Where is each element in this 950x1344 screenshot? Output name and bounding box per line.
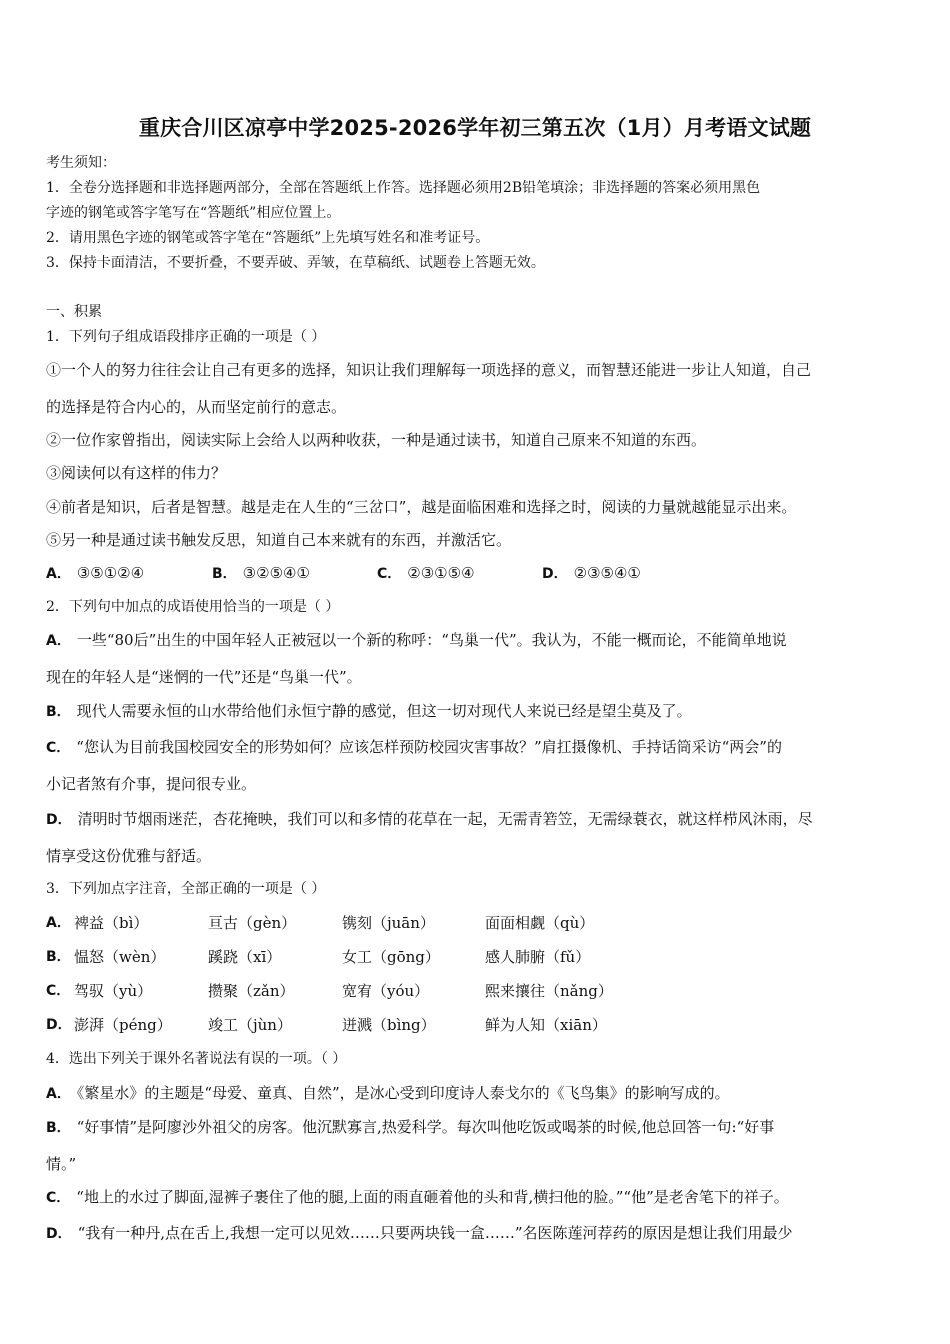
- q4-option-c[interactable]: C． “地上的水过了脚面,湿裤子裹住了他的腿,上面的雨直砸着他的头和背,横扫他的脸。”“他”是老舍笔下的祥子。: [46, 1188, 789, 1206]
- q1-option-a[interactable]: A． ③⑤①②④: [46, 564, 145, 582]
- q2-option-c[interactable]: C． “您认为目前我国校园安全的形势如何？应该怎样预防校园灾害事故？”肩扛摄像机、手持话筒采访“两会”的: [46, 738, 782, 756]
- q1-sentence-5: ⑤另一种是通过读书触发反思，知道自己本来就有的东西，并激活它。: [46, 531, 512, 549]
- question-2-stem: 2．下列句中加点的成语使用恰当的一项是（ ）: [46, 599, 340, 615]
- q4-option-b[interactable]: B． “好事情”是阿廖沙外祖父的房客。他沉默寡言,热爱科学。每次叫他吃饭或喝茶的时候,他总回答一句:“好事: [46, 1118, 775, 1136]
- question-4-stem: 4．选出下列关于课外名著说法有误的一项。（ ）: [46, 1051, 347, 1067]
- q1-option-c[interactable]: C． ②③①⑤④: [377, 564, 475, 582]
- q2-option-d[interactable]: D． 清明时节烟雨迷茫，杏花掩映，我们可以和多情的花草在一起，无需青箬笠，无需绿蓑衣，就这样栉风沐雨，尽: [46, 810, 813, 828]
- q1-sentence-3: ③阅读何以有这样的伟力？: [46, 464, 227, 482]
- notice-line: 1．全卷分选择题和非选择题两部分，全部在答题纸上作答。选择题必须用2B铅笔填涂；非选择题的答案必须用黑色: [46, 180, 761, 196]
- q2-option-d-cont: 情享受这份优雅与舒适。: [46, 847, 212, 865]
- q1-option-d[interactable]: D． ②③⑤④①: [542, 564, 641, 582]
- q1-sentence-4: ④前者是知识，后者是智慧。越是走在人生的“三岔口”，越是面临困难和选择之时，阅读的力量就越能显示出来。: [46, 498, 797, 516]
- q2-option-c-cont: 小记者煞有介事，提问很专业。: [46, 775, 257, 793]
- q1-sentence-1: ①一个人的努力往往会让自己有更多的选择，知识让我们理解每一项选择的意义，而智慧还能进一步让人知道，自己: [46, 361, 812, 379]
- section-heading: 一、积累: [46, 304, 102, 320]
- q2-option-a[interactable]: A． 一些“80后”出生的中国年轻人正被冠以一个新的称呼：“鸟巢一代”。我认为，不能一概而论，不能简单地说: [46, 631, 787, 649]
- q4-option-b-cont: 情。”: [46, 1155, 77, 1173]
- q1-option-b[interactable]: B． ③②⑤④①: [212, 564, 310, 582]
- q2-option-a-cont: 现在的年轻人是“迷惘的一代”还是“鸟巢一代”。: [46, 668, 362, 686]
- notice-line: 2．请用黑色字迹的钢笔或答字笔在“答题纸”上先填写姓名和准考证号。: [46, 230, 490, 246]
- notice-line: 字迹的钢笔或答字笔写在“答题纸”相应位置上。: [46, 205, 341, 221]
- q1-sentence-2: ②一位作家曾指出，阅读实际上会给人以两种收获，一种是通过读书，知道自己原来不知道的东西。: [46, 431, 707, 449]
- exam-page: 重庆合川区凉亭中学2025-2026学年初三第五次（1月）月考语文试题 考生须知： 1．全卷分选择题和非选择题两部分，全部在答题纸上作答。选择题必须用2B铅笔填涂；非选择题的答案必须用黑色 字迹的钢笔或答字笔写在“答题纸”相应位置上。 2．请用黑色字迹的钢笔或答字笔在“答题纸”上先填写姓名和准考证号。 3．保持卡面清洁，不要折叠，不要弄破、弄皱，在草稿纸、试题卷上答题无效。 一、积累 1．下列句子组成语段排序正确的一项是（ ） ①一个人的努力往往会让自己有更多的选择，知识让我们理解每一项选择的意义，而智慧还能进一步让人知道，自己 的选择是符合内心的，从而坚定前行的意志。 ②一位作家曾指出，阅读实际上会给人以两种收获，一种是通过读书，知道自己原来不知道的东西。 ③阅读何以有这样的伟力？ ④前者是知识，后者是智慧。越是走在人生的“三岔口”，越是面临困难和选择之时，阅读的力量就越能显示出来。 ⑤另一种是通过读书触发反思，知道自己本来就有的东西，并激活它。 A． ③⑤①②④ B． ③②⑤④① C． ②③①⑤④ D． ②③⑤④① 2．下列句中加点的成语使用恰当的一项是（ ） A． 一些“80后”出生的中国年轻人正被冠以一个新的称呼：“鸟巢一代”。我认为，不能一概而论，不能简单地说 现在的年轻人是“迷惘的一代”还是“鸟巢一代”。 B． 现代人需要永恒的山水带给他们永恒宁静的感觉，但这一切对现代人来说已经是望尘莫及了。 C． “您认为目前我国校园安全的形势如何？应该怎样预防校园灾害事故？”肩扛摄像机、手持话筒采访“两会”的 小记者煞有介事，提问很专业。 D． 清明时节烟雨迷茫，杏花掩映，我们可以和多情的花草在一起，无需青箬笠，无需绿蓑衣，就这样栉风沐雨，尽 情享受这份优雅与舒适。 3．下列加点字注音，全部正确的一项是（ ） A． 裨益（bì） 亘古（gèn） 镌刻（juān） 面面相觑（qù） B． 愠怒（wèn） 蹊跷（xī） 女工（gōng） 感人肺腑（fǔ） C． 驾驭（yù） 攒聚（zǎn） 宽宥（yóu） 熙来攘往（nǎng） D． 澎湃（péng） 竣工（jùn） 迸溅（bìng） 鲜为人知（xiān） 4．选出下列关于课外名著说法有误的一项。（ ） A． 《繁星水》的主题是“母爱、童真、自然”，是冰心受到印度诗人泰戈尔的《飞鸟集》的影响写成的。 B． “好事情”是阿廖沙外祖父的房客。他沉默寡言,热爱科学。每次叫他吃饭或喝茶的时候,他总回答一句:“好事 情。” C． “地上的水过了脚面,湿裤子裹住了他的腿,上面的雨直砸着他的头和背,横扫他的脸。”“他”是老舍笔下的祥子。 D． “我有一种丹,点在舌上,我想一定可以见效……只要两块钱一盒……”名医陈莲河荐药的原因是想让我们用最少: [0, 0, 950, 1344]
- q4-option-d[interactable]: D． “我有一种丹,点在舌上,我想一定可以见效……只要两块钱一盒……”名医陈莲河荐药的原因是想让我们用最少: [46, 1224, 793, 1242]
- q1-sentence-1-cont: 的选择是符合内心的，从而坚定前行的意志。: [46, 398, 347, 416]
- q2-option-b[interactable]: B． 现代人需要永恒的山水带给他们永恒宁静的感觉，但这一切对现代人来说已经是望尘莫及了。: [46, 702, 692, 720]
- q4-option-a[interactable]: A． 《繁星水》的主题是“母爱、童真、自然”，是冰心受到印度诗人泰戈尔的《飞鸟集》的影响写成的。: [46, 1084, 730, 1102]
- question-1-stem: 1．下列句子组成语段排序正确的一项是（ ）: [46, 329, 326, 345]
- notice-line: 3．保持卡面清洁，不要折叠，不要弄破、弄皱，在草稿纸、试题卷上答题无效。: [46, 255, 545, 271]
- notice-heading: 考生须知：: [46, 155, 116, 171]
- question-3-stem: 3．下列加点字注音，全部正确的一项是（ ）: [46, 881, 326, 897]
- page-title: 重庆合川区凉亭中学2025-2026学年初三第五次（1月）月考语文试题: [138, 116, 812, 140]
